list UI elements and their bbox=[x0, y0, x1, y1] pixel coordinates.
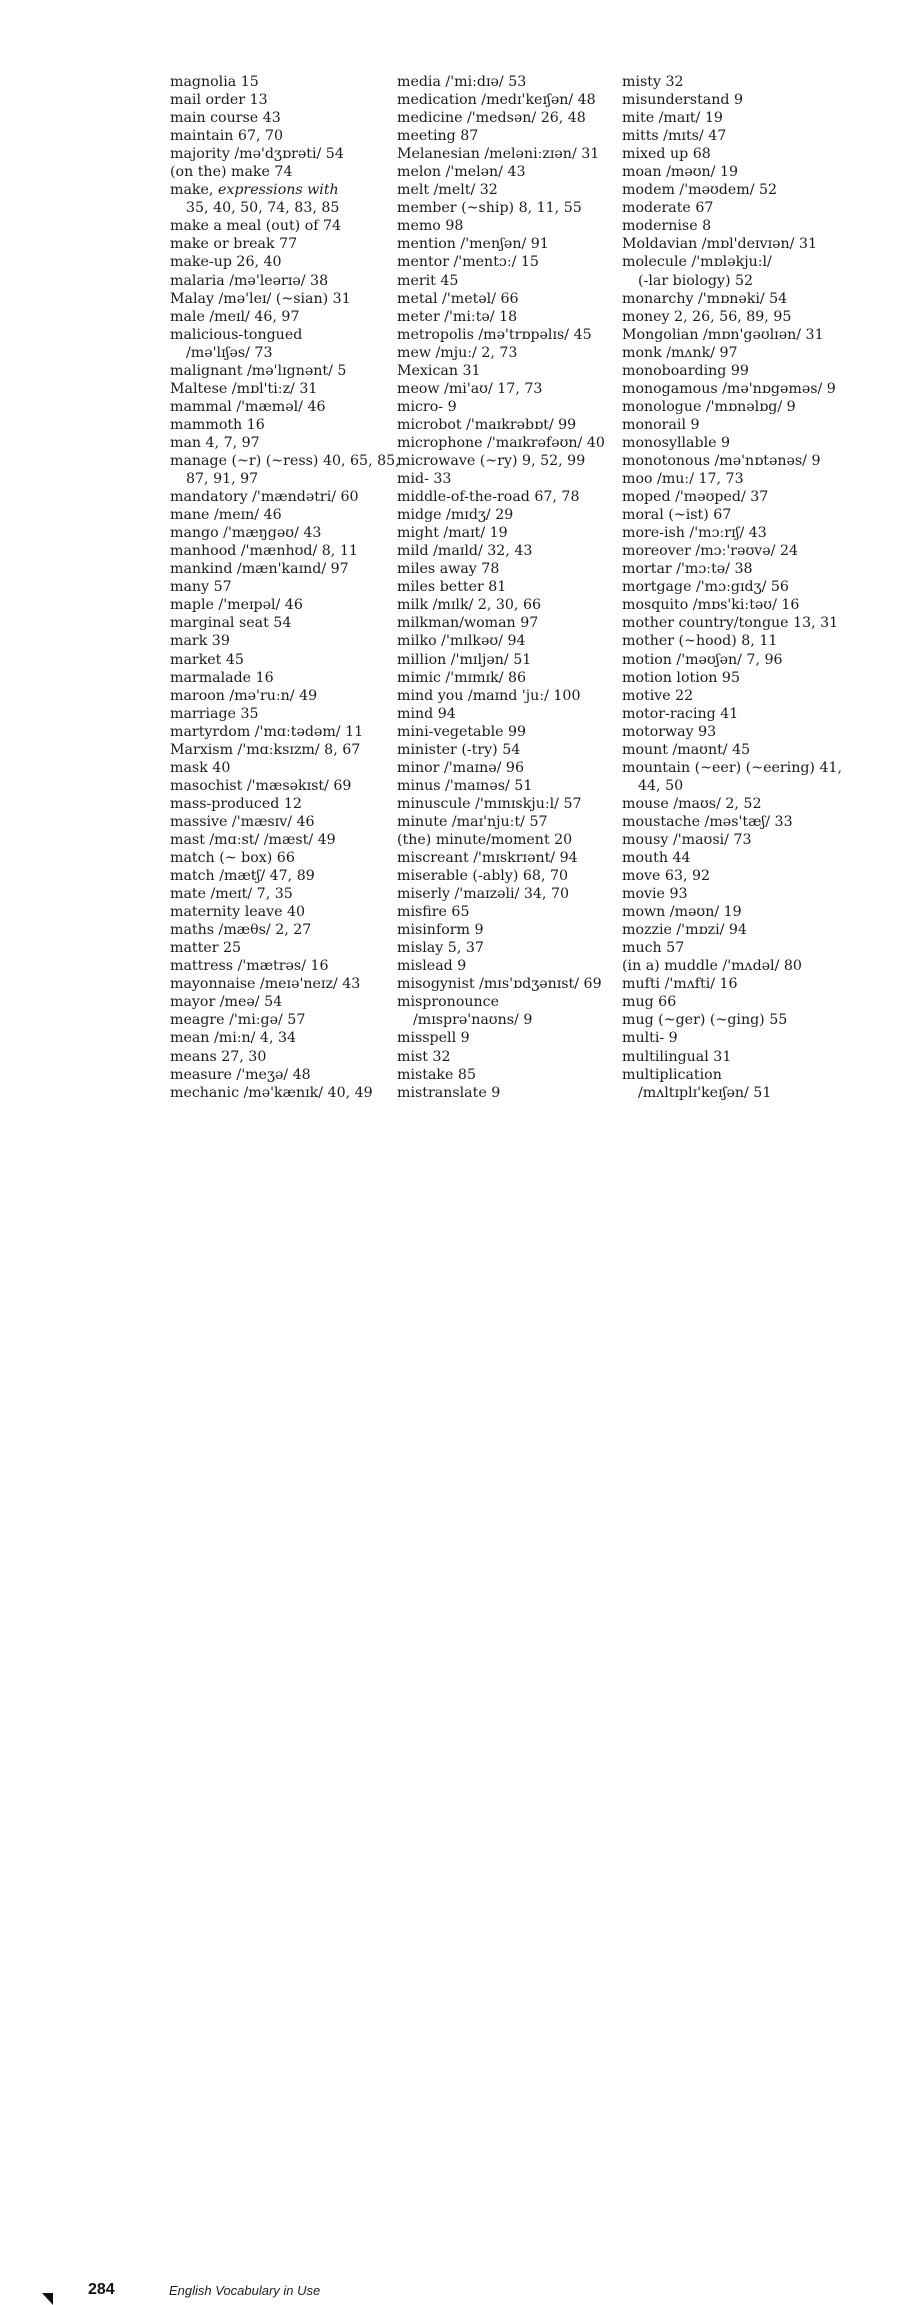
index-entry: minus /'maɪnəs/ 51 bbox=[397, 777, 533, 794]
index-entry: meow /mi'aʊ/ 17, 73 bbox=[397, 380, 543, 397]
index-entry: mitts /mɪts/ 47 bbox=[622, 128, 727, 145]
index-entry: match (~ box) 66 bbox=[170, 850, 295, 867]
index-entry: micro- 9 bbox=[397, 398, 457, 415]
index-entry: multi- 9 bbox=[622, 1030, 678, 1047]
index-entry: mechanic /mə'kænɪk/ 40, 49 bbox=[170, 1084, 373, 1101]
index-entry: magnolia 15 bbox=[170, 74, 259, 90]
index-entry: mammal /'mæməl/ 46 bbox=[170, 398, 326, 415]
index-entry: mind 94 bbox=[397, 705, 456, 722]
index-entry: moderate 67 bbox=[622, 200, 714, 217]
index-entry: Mongolian /mɒn'gəʊlɪən/ 31 bbox=[622, 326, 824, 343]
index-entry: marriage 35 bbox=[170, 705, 259, 722]
index-entry: (on the) make 74 bbox=[170, 164, 293, 181]
index-entry: medicine /'medsən/ 26, 48 bbox=[397, 110, 586, 127]
index-entry: miles away 78 bbox=[397, 561, 500, 578]
index-entry: moustache /məs'tæʃ/ 33 bbox=[622, 813, 793, 830]
index-entry: moped /'məʊped/ 37 bbox=[622, 489, 769, 506]
index-entry: more-ish /'mɔːrɪʃ/ 43 bbox=[622, 525, 767, 542]
index-entry: million /'mɪljən/ 51 bbox=[397, 651, 532, 668]
index-entry: mail order 13 bbox=[170, 92, 268, 109]
index-entry: make a meal (out) of 74 bbox=[170, 218, 342, 235]
index-entry: mousy /'maʊsi/ 73 bbox=[622, 831, 752, 848]
index-entry: mist 32 bbox=[397, 1048, 451, 1065]
index-entry: /mə'lɪʃəs/ 73 bbox=[186, 344, 273, 361]
index-entry: mortar /'mɔːtə/ 38 bbox=[622, 561, 753, 578]
index-entry: mate /meɪt/ 7, 35 bbox=[170, 886, 293, 903]
index-entry: misogynist /mɪs'ɒdʒənɪst/ 69 bbox=[397, 976, 602, 993]
index-entry: mispronounce bbox=[397, 994, 499, 1011]
index-entry: masochist /'mæsəkɪst/ 69 bbox=[170, 777, 352, 794]
index-entry: milkman/woman 97 bbox=[397, 615, 539, 632]
index-entry: matter 25 bbox=[170, 940, 242, 957]
index-entry: much 57 bbox=[622, 940, 685, 957]
index-entry: mozzie /'mɒzi/ 94 bbox=[622, 922, 747, 939]
index-entry: motor-racing 41 bbox=[622, 705, 739, 722]
index-entry: milko /'mɪlkəʊ/ 94 bbox=[397, 633, 526, 650]
index-entry: mixed up 68 bbox=[622, 146, 711, 163]
index-entry: mind you /maɪnd 'juː/ 100 bbox=[397, 687, 581, 704]
index-entry: mislead 9 bbox=[397, 958, 467, 975]
index-column-2 bbox=[397, 73, 619, 1102]
index-entry: move 63, 92 bbox=[622, 868, 711, 885]
index-entry: minute /maɪ'njuːt/ 57 bbox=[397, 813, 548, 830]
index-entry: mayor /meə/ 54 bbox=[170, 994, 283, 1011]
index-entry: member (~ship) 8, 11, 55 bbox=[397, 200, 582, 217]
index-entry: maintain 67, 70 bbox=[170, 128, 284, 145]
index-entry: manage (~r) (~ress) 40, 65, 85, bbox=[170, 452, 400, 469]
index-entry: majority /mə'dʒɒrəti/ 54 bbox=[170, 146, 344, 163]
index-entry: microwave (~ry) 9, 52, 99 bbox=[397, 452, 586, 469]
index-entry: mango /'mæŋgəʊ/ 43 bbox=[170, 525, 322, 542]
index-entry: metal /'metəl/ 66 bbox=[397, 290, 519, 307]
index-entry: Melanesian /meləniːzɪən/ 31 bbox=[397, 146, 600, 163]
index-entry: manhood /'mænhʊd/ 8, 11 bbox=[170, 543, 358, 560]
index-entry: Moldavian /mɒl'deɪvɪən/ 31 bbox=[622, 236, 818, 253]
index-entry: mug 66 bbox=[622, 994, 677, 1011]
index-entry: man 4, 7, 97 bbox=[170, 434, 260, 451]
index-entry: monorail 9 bbox=[622, 416, 700, 433]
index-entry: mask 40 bbox=[170, 759, 231, 776]
index-entry: meagre /'miːgə/ 57 bbox=[170, 1012, 306, 1029]
index-entry: maroon /mə'ruːn/ 49 bbox=[170, 687, 318, 704]
index-entry: martyrdom /'mɑːtədəm/ 11 bbox=[170, 723, 364, 740]
triangle-marker-icon bbox=[42, 2293, 53, 2305]
index-entry: male /meɪl/ 46, 97 bbox=[170, 308, 300, 325]
index-entry: moan /məʊn/ 19 bbox=[622, 164, 739, 181]
index-entry: monarchy /'mɒnəki/ 54 bbox=[622, 290, 788, 307]
index-column-3 bbox=[622, 73, 892, 1102]
index-entry: maternity leave 40 bbox=[170, 904, 306, 921]
index-entry: marginal seat 54 bbox=[170, 615, 292, 632]
index-entry: 35, 40, 50, 74, 83, 85 bbox=[186, 200, 340, 217]
index-entry: marmalade 16 bbox=[170, 669, 274, 686]
index-entry: milk /mɪlk/ 2, 30, 66 bbox=[397, 597, 542, 614]
index-entry: mass-produced 12 bbox=[170, 795, 302, 812]
index-entry: mug (~ger) (~ging) 55 bbox=[622, 1012, 788, 1029]
index-entry: motion /'məʊʃən/ 7, 96 bbox=[622, 651, 783, 668]
index-entry: Malay /mə'leɪ/ (~sian) 31 bbox=[170, 290, 351, 307]
index-entry: middle-of-the-road 67, 78 bbox=[397, 489, 580, 506]
index-entry: Marxism /'mɑːksɪzm/ 8, 67 bbox=[170, 741, 361, 758]
index-entry: mown /məʊn/ 19 bbox=[622, 904, 742, 921]
index-entry: mean /miːn/ 4, 34 bbox=[170, 1030, 297, 1047]
index-entry: merit 45 bbox=[397, 272, 459, 289]
index-entry: mark 39 bbox=[170, 633, 230, 650]
index-entry: moral (~ist) 67 bbox=[622, 507, 732, 524]
index-entry: misty 32 bbox=[622, 74, 684, 90]
index-entry: many 57 bbox=[170, 579, 232, 596]
index-entry: mistake 85 bbox=[397, 1066, 476, 1083]
index-entry: mother country/tongue 13, 31 bbox=[622, 615, 839, 632]
index-entry: miserly /'maɪzəli/ 34, 70 bbox=[397, 886, 570, 903]
index-entry: Maltese /mɒl'tiːz/ 31 bbox=[170, 380, 318, 397]
page-number: 284 bbox=[88, 2281, 115, 2298]
index-entry: mountain (~eer) (~eering) 41, bbox=[622, 759, 843, 776]
index-entry: mast /mɑːst/ /mæst/ 49 bbox=[170, 831, 336, 848]
index-entry: motion lotion 95 bbox=[622, 669, 740, 686]
index-entry: maths /mæθs/ 2, 27 bbox=[170, 922, 312, 939]
index-entry: misinform 9 bbox=[397, 922, 484, 939]
index-entry: malaria /mə'leərɪə/ 38 bbox=[170, 272, 329, 289]
index-entry: microphone /'maɪkrəfəʊn/ 40 bbox=[397, 434, 605, 451]
index-entry: mouth 44 bbox=[622, 850, 691, 867]
index-entry: metropolis /mə'trɒpəlɪs/ 45 bbox=[397, 326, 592, 343]
index-entry: main course 43 bbox=[170, 110, 281, 127]
index-entry: minor /'maɪnə/ 96 bbox=[397, 759, 524, 776]
index-entry: mislay 5, 37 bbox=[397, 940, 484, 957]
index-entry: mosquito /mɒs'kiːtəʊ/ 16 bbox=[622, 597, 800, 614]
index-entry: mew /mjuː/ 2, 73 bbox=[397, 344, 518, 361]
index-entry: mufti /'mʌfti/ 16 bbox=[622, 976, 738, 993]
index-entry: mite /maɪt/ 19 bbox=[622, 110, 723, 127]
index-entry: miscreant /'mɪskrɪənt/ 94 bbox=[397, 850, 578, 867]
index-entry: maple /'meɪpəl/ 46 bbox=[170, 597, 303, 614]
index-entry: monk /mʌnk/ 97 bbox=[622, 344, 738, 361]
index-entry: minister (-try) 54 bbox=[397, 741, 521, 758]
index-entry: mid- 33 bbox=[397, 471, 452, 488]
index-entry: memo 98 bbox=[397, 218, 464, 235]
index-entry: mentor /'mentɔː/ 15 bbox=[397, 254, 539, 271]
index-entry: meeting 87 bbox=[397, 128, 479, 145]
index-entry: monosyllable 9 bbox=[622, 434, 731, 451]
index-entry: modem /'məʊdem/ 52 bbox=[622, 182, 778, 199]
index-entry: midge /mɪdʒ/ 29 bbox=[397, 507, 514, 524]
index-entry: modernise 8 bbox=[622, 218, 712, 235]
index-entry: massive /'mæsɪv/ 46 bbox=[170, 813, 315, 830]
index-entry: match /mætʃ/ 47, 89 bbox=[170, 868, 315, 885]
index-entry: minuscule /'mɪnɪskjuːl/ 57 bbox=[397, 795, 582, 812]
index-entry: malignant /mə'lɪgnənt/ 5 bbox=[170, 362, 347, 379]
index-entry: miles better 81 bbox=[397, 579, 507, 596]
book-title: English Vocabulary in Use bbox=[169, 2283, 321, 2298]
index-entry: mother (~hood) 8, 11 bbox=[622, 633, 778, 650]
index-entry: movie 93 bbox=[622, 886, 688, 903]
index-entry: meter /'miːtə/ 18 bbox=[397, 308, 518, 325]
index-entry: monotonous /mə'nɒtənəs/ 9 bbox=[622, 452, 821, 469]
index-entry: motive 22 bbox=[622, 687, 694, 704]
index-entry: measure /'meʒə/ 48 bbox=[170, 1066, 311, 1083]
index-entry: mane /meɪn/ 46 bbox=[170, 507, 282, 524]
index-entry: make, expressions with bbox=[170, 182, 339, 199]
index-entry: melt /melt/ 32 bbox=[397, 182, 498, 199]
index-entry: malicious-tongued bbox=[170, 326, 303, 343]
index-entry: moreover /mɔː'rəʊvə/ 24 bbox=[622, 543, 799, 560]
index-entry: media /'miːdɪə/ 53 bbox=[397, 74, 527, 90]
index-entry: 44, 50 bbox=[638, 777, 684, 794]
index-entry: mouse /maʊs/ 2, 52 bbox=[622, 795, 762, 812]
index-entry: melon /'melən/ 43 bbox=[397, 164, 526, 181]
index-entry: (the) minute/moment 20 bbox=[397, 831, 573, 848]
index-entry: means 27, 30 bbox=[170, 1048, 267, 1065]
index-entry: might /maɪt/ 19 bbox=[397, 525, 508, 542]
index-entry: misspell 9 bbox=[397, 1030, 470, 1047]
index-entry: moo /muː/ 17, 73 bbox=[622, 471, 744, 488]
index-entry: mammoth 16 bbox=[170, 416, 265, 433]
index-entry: multiplication bbox=[622, 1066, 722, 1083]
index-entry: mistranslate 9 bbox=[397, 1084, 501, 1101]
index-entry: (-lar biology) 52 bbox=[638, 272, 754, 289]
index-entry: monoboarding 99 bbox=[622, 362, 749, 379]
index-entry: /mʌltɪplɪ'keɪʃən/ 51 bbox=[638, 1084, 772, 1101]
index-entry: mild /maɪld/ 32, 43 bbox=[397, 543, 533, 560]
index-entry: mention /'menʃən/ 91 bbox=[397, 236, 549, 253]
index-entry: medication /medɪ'keɪʃən/ 48 bbox=[397, 92, 596, 109]
index-entry: monogamous /mə'nɒgəməs/ 9 bbox=[622, 380, 836, 397]
index-entry: mattress /'mætrəs/ 16 bbox=[170, 958, 329, 975]
index-entry: make-up 26, 40 bbox=[170, 254, 282, 271]
page-footer bbox=[0, 1140, 900, 2298]
index-entry: microbot /'maɪkrəbɒt/ 99 bbox=[397, 416, 577, 433]
index-entry: mankind /mæn'kaɪnd/ 97 bbox=[170, 561, 349, 578]
index-column-1 bbox=[170, 73, 400, 1102]
index-entry: monologue /'mɒnəlɒg/ 9 bbox=[622, 398, 796, 415]
index-entry: mayonnaise /meɪə'neɪz/ 43 bbox=[170, 976, 361, 993]
index-entry: market 45 bbox=[170, 651, 244, 668]
index-entry: mount /maʊnt/ 45 bbox=[622, 741, 751, 758]
index-entry: mandatory /'mændətri/ 60 bbox=[170, 489, 359, 506]
index-entry: /mɪsprə'naʊns/ 9 bbox=[413, 1012, 533, 1029]
index-entry: (in a) muddle /'mʌdəl/ 80 bbox=[622, 958, 802, 975]
index-entry: make or break 77 bbox=[170, 236, 298, 253]
index-entry: mortgage /'mɔːgɪdʒ/ 56 bbox=[622, 579, 789, 596]
index-entry: 87, 91, 97 bbox=[186, 471, 259, 488]
index-entry: misunderstand 9 bbox=[622, 92, 744, 109]
index-entry: molecule /'mɒləkjuːl/ bbox=[622, 254, 772, 271]
index-entry: motorway 93 bbox=[622, 723, 717, 740]
index-entry: misfire 65 bbox=[397, 904, 470, 921]
index-entry: mimic /'mɪmɪk/ 86 bbox=[397, 669, 527, 686]
index-entry: Mexican 31 bbox=[397, 362, 481, 379]
index-entry: mini-vegetable 99 bbox=[397, 723, 527, 740]
index-entry: multilingual 31 bbox=[622, 1048, 732, 1065]
index-entry: miserable (-ably) 68, 70 bbox=[397, 868, 569, 885]
index-entry: money 2, 26, 56, 89, 95 bbox=[622, 308, 792, 325]
